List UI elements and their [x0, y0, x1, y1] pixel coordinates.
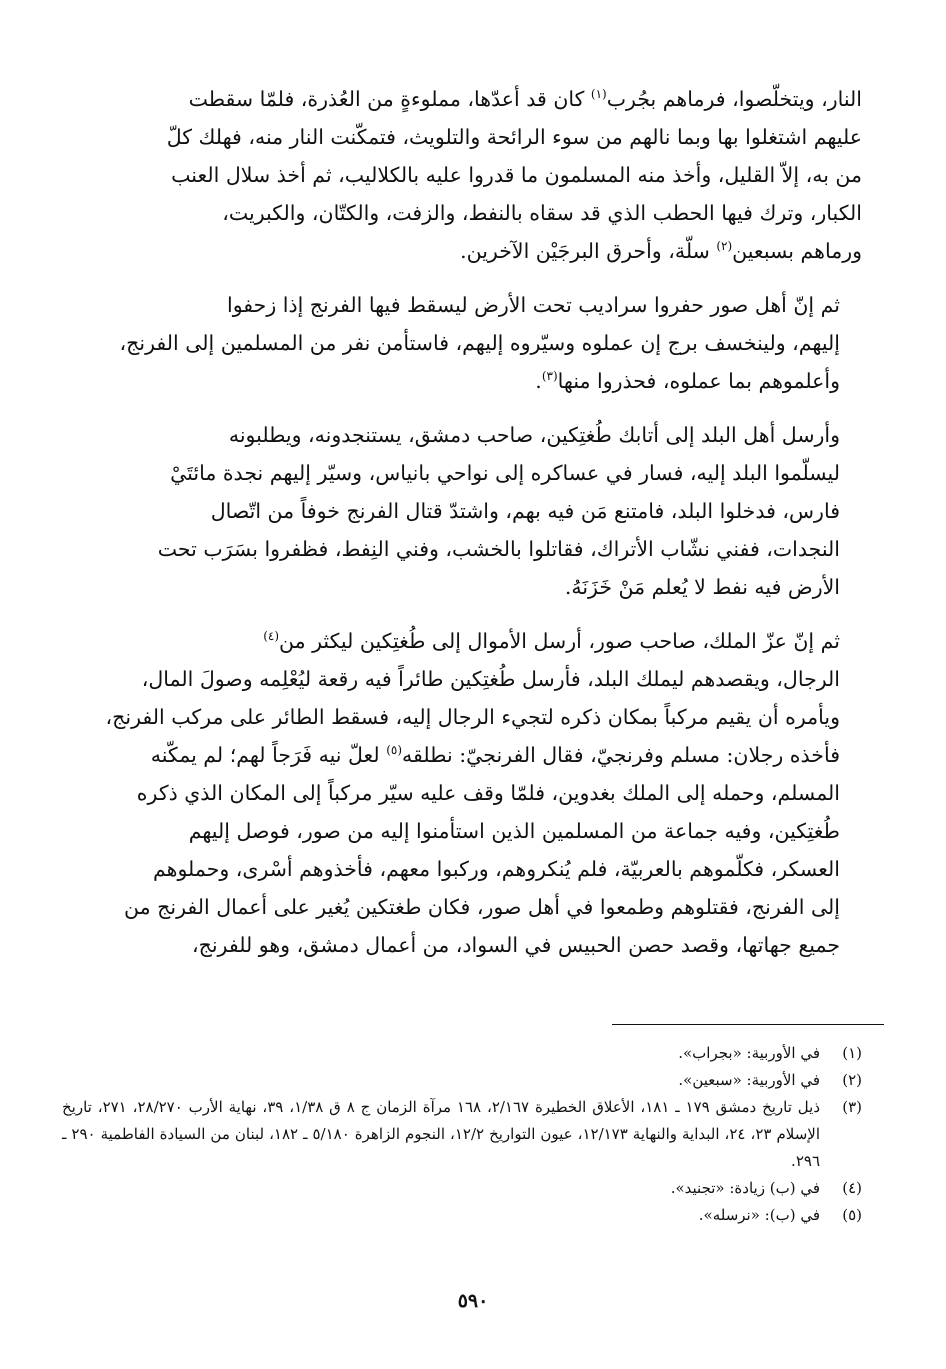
line-text: طُغتِكين، وفيه جماعة من المسلمين الذين استأمنوا إليه من صور، فوصل إليهم	[188, 819, 840, 843]
line-text: ليسلّموا البلد إليه، فسار في عساكره إلى نواحي بانياس، وسيّر إليهم نجدة مائتَيْ	[170, 461, 840, 485]
text-line	[62, 492, 862, 530]
line-text: إليهم، ولينخسف برج إن عملوه وسيّروه إليهم، فاستأمن نفر من المسلمين إلى الفرنج،	[119, 331, 840, 355]
footnote-text: في الأوربية: «بجراب».	[678, 1044, 820, 1062]
paragraph	[62, 286, 862, 400]
footnote-number: (٤)	[842, 1179, 862, 1197]
line-text: الأرض فيه نفط لا يُعلم مَنْ خَزَنَهُ.	[564, 575, 840, 599]
line-text: إلى الفرنج، فقتلوهم وطمعوا في أهل صور، فكان طغتكين يُغير على أعمال الفرنج من	[124, 895, 840, 919]
footnote-text: ذيل تاريخ دمشق ١٧٩ ـ ١٨١، الأعلاق الخطيرة ٢/١٦٧، ١٦٨ مرآة الزمان ج ٨ ق ١/٣٨، ٣٩، نهاية الأرب ٢٨/٢٧٠، ٢٧١، تاريخ الإسلام ٢٣، ٢٤، البداية والنهاية ١٢/١٧٣، عيون التواريخ ١٢/٢، النجوم الزاهرة ٥/١٨٠ ـ ١٨٢، لبنان من السيادة الفاطمية ٢٩٠ ـ ٢٩٦.	[62, 1098, 821, 1170]
line-text: ويأمره أن يقيم مركباً بمكان ذكره لتجيء الرجال إليه، فسقط الطائر على مركب الفرنج،	[105, 705, 840, 729]
text-line	[62, 530, 862, 568]
line-text: لعلّ نيه فَرَجاً لهم؛ لم يمكّنه	[150, 743, 387, 767]
text-line	[62, 286, 862, 324]
text-line	[62, 194, 862, 232]
footnote-reference: (٥)	[386, 743, 403, 758]
line-text: كان قد أعدّها، مملوءةٍ من العُذرة، فلمّا سقطت	[188, 87, 591, 111]
text-line	[62, 812, 862, 850]
text-line	[62, 232, 862, 270]
text-line	[62, 888, 862, 926]
line-text: .	[535, 369, 542, 393]
line-text: المسلم، وحمله إلى الملك بغدوين، فلمّا وقف عليه سيّر مركباً إلى المكان الذي ذكره	[136, 781, 840, 805]
text-line	[62, 156, 862, 194]
footnote-reference: (٣)	[541, 369, 558, 384]
text-line	[62, 698, 862, 736]
page-number: ٥٩٠	[457, 1290, 489, 1312]
footnote-number: (١)	[842, 1044, 862, 1062]
footnote-number: (٢)	[842, 1071, 862, 1089]
line-text: سلّة، وأحرق البرجَيْن الآخرين.	[460, 239, 717, 263]
text-line	[62, 80, 862, 118]
text-line	[62, 416, 862, 454]
line-text: ثم إنّ عزّ الملك، صاحب صور، أرسل الأموال إلى طُغتِكين ليكثر من	[279, 629, 840, 653]
line-text: الكبار، وترك فيها الحطب الذي قد سقاه بالنفط، والزفت، والكتّان، والكبريت،	[222, 201, 862, 225]
text-line	[62, 736, 862, 774]
footnote-reference: (٤)	[263, 629, 280, 644]
footnote-reference: (٢)	[716, 239, 733, 254]
text-line	[62, 926, 862, 964]
line-text: وأرسل أهل البلد إلى أتابك طُغتِكين، صاحب دمشق، يستنجدونه، ويطلبونه	[228, 423, 840, 447]
line-text: فأخذه رجلان: مسلم وفرنجيّ، فقال الفرنجيّ: نطلقه	[402, 743, 840, 767]
line-text: وأعلموهم بما عملوه، فحذروا منها	[557, 369, 840, 393]
paragraph	[62, 80, 862, 270]
footnotes	[62, 1040, 862, 1229]
line-text: النجدات، ففني نشّاب الأتراك، فقاتلوا بالخشب، وفني النِفط، فظفروا بسَرَب تحت	[157, 537, 840, 561]
footnote-number: (٣)	[842, 1098, 862, 1116]
footnote-number: (٥)	[842, 1206, 862, 1224]
line-text: ورماهم بسبعين	[732, 239, 862, 263]
footnote-separator	[612, 1024, 884, 1025]
text-line	[62, 362, 862, 400]
line-text: النار، ويتخلّصوا، فرماهم بجُرب	[606, 87, 862, 111]
line-text: الرجال، ويقصدهم ليملك البلد، فأرسل طُغتِكين طائراً فيه رقعة ليُعْلِمه وصولَ المال،	[141, 667, 840, 691]
page-body	[62, 80, 862, 980]
footnote-text: في (ب): «نرسله».	[698, 1206, 820, 1224]
footnote	[62, 1175, 862, 1202]
paragraph	[62, 622, 862, 964]
text-line	[62, 118, 862, 156]
footnote	[62, 1094, 862, 1175]
text-line	[62, 850, 862, 888]
footnote-text: في الأوربية: «سبعين».	[678, 1071, 820, 1089]
footnote-reference: (١)	[590, 87, 607, 102]
line-text: ثم إنّ أهل صور حفروا سراديب تحت الأرض ليسقط فيها الفرنج إذا زحفوا	[227, 293, 840, 317]
text-line	[62, 622, 862, 660]
paragraph	[62, 416, 862, 606]
text-line	[62, 454, 862, 492]
footnote-text: في (ب) زيادة: «تجنيد».	[670, 1179, 820, 1197]
line-text: العسكر، فكلّموهم بالعربيّة، فلم يُنكروهم، وركبوا معهم، فأخذوهم أسْرى، وحملوهم	[153, 857, 840, 881]
text-line	[62, 568, 862, 606]
line-text: جميع جهاتها، وقصد حصن الحبيس في السواد، من أعمال دمشق، وهو للفرنج،	[192, 933, 840, 957]
text-line	[62, 774, 862, 812]
footnote	[62, 1202, 862, 1229]
line-text: من به، إلاّ القليل، وأخذ منه المسلمون ما قدروا عليه بالكلاليب، ثم أخذ سلال العنب	[171, 163, 862, 187]
text-line	[62, 324, 862, 362]
line-text: عليهم اشتغلوا بها وبما نالهم من سوء الرائحة والتلويث، فتمكّنت النار منه، فهلك كلّ	[166, 125, 862, 149]
line-text: فارس، فدخلوا البلد، فامتنع مَن فيه بهم، واشتدّ قتال الفرنج خوفاً من اتّصال	[210, 499, 840, 523]
footnote	[62, 1067, 862, 1094]
footnote	[62, 1040, 862, 1067]
text-line	[62, 660, 862, 698]
